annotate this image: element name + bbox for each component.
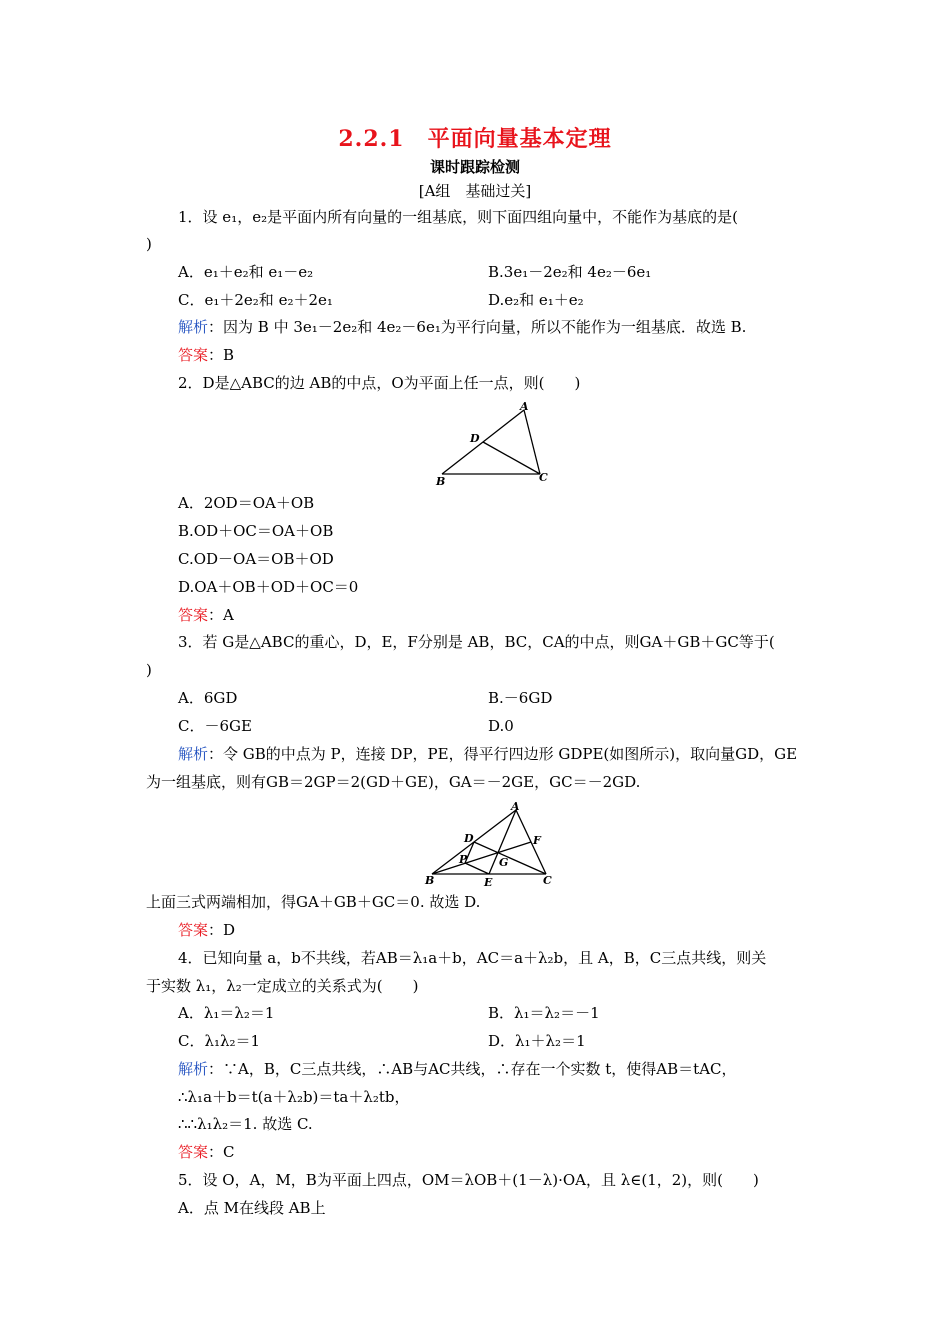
subtitle: 课时跟踪检测 xyxy=(429,158,520,176)
q4-analysis-2: ∴λ₁a＋b＝t(a＋λ₂b)＝ta＋λ₂tb， xyxy=(178,1088,410,1106)
q3-analysis-2: 为一组基底，则有GB＝2GP＝2(GD＋GE)，GA＝－2GE，GC＝－2GD. xyxy=(146,773,641,791)
q1-stem: 1．设 e₁，e₂是平面内所有向量的一组基底，则下面四组向量中，不能作为基底的是( xyxy=(178,208,738,226)
fig-label-f: F xyxy=(533,834,541,847)
q1-option-d: D.e₂和 e₁＋e₂ xyxy=(488,291,584,309)
q4-option-a: A．λ₁＝λ₂＝1 xyxy=(178,1004,275,1022)
q3-analysis-text: ：令 GB的中点为 P，连接 DP，PE，得平行四边形 GDPE(如图所示)，取向量GD，GE xyxy=(208,745,798,763)
q1-option-a: A．e₁＋e₂和 e₁－e₂ xyxy=(178,263,314,281)
fig-label-g: G xyxy=(499,856,509,869)
analysis-label: 解析 xyxy=(178,745,209,763)
median-bf xyxy=(432,842,531,874)
segment-dc xyxy=(483,442,540,474)
q3-answer xyxy=(178,919,235,941)
q3-stem: 3．若 G是△ABC的重心，D，E，F分别是 AB，BC，CA的中点，则GA＋GB＋GC等于( xyxy=(178,633,775,651)
analysis-label: 解析 xyxy=(178,1060,209,1078)
q4-stem-1: 4．已知向量 a，b不共线，若AB＝λ₁a＋b，AC＝a＋λ₂b，且 A，B，C三点共线，则关 xyxy=(178,949,767,967)
q5-option-a: A．点 M在线段 AB上 xyxy=(178,1199,326,1217)
q1-option-b: B.3e₁－2e₂和 4e₂－6e₁ xyxy=(488,263,652,281)
answer-label: 答案 xyxy=(178,606,209,624)
q2-option-c: C.OD－OA＝OB＋OD xyxy=(178,550,334,568)
q3-option-b: B.－6GD xyxy=(488,689,553,707)
q2-answer-value: ：A xyxy=(208,606,234,624)
fig-label-d: D xyxy=(464,832,474,845)
segment-pe xyxy=(465,863,489,874)
q3-answer-value: ：D xyxy=(208,921,236,939)
q4-analysis-text: ：∵A，B，C三点共线，∴AB与AC共线，∴存在一个实数 t，使得AB＝tAC， xyxy=(208,1060,737,1078)
answer-label: 答案 xyxy=(178,921,209,939)
fig-label-c: C xyxy=(539,471,548,484)
q3-option-c: C．－6GE xyxy=(178,717,252,735)
q4-answer xyxy=(178,1141,235,1163)
q4-option-d: D．λ₁＋λ₂＝1 xyxy=(488,1032,586,1050)
q4-answer-value: ：C xyxy=(208,1143,235,1161)
q2-stem: 2．D是△ABC的边 AB的中点，O为平面上任一点，则( ) xyxy=(178,374,581,392)
q2-option-a: A．2OD＝OA＋OB xyxy=(178,494,315,512)
q3-stem-cont: ) xyxy=(146,661,152,679)
q1-analysis-text: ：因为 B 中 3e₁－2e₂和 4e₂－6e₁为平行向量，所以不能作为一组基底．故选 B. xyxy=(208,318,747,336)
q4-analysis-1 xyxy=(178,1058,737,1080)
q3-analysis-3: 上面三式两端相加，得GA＋GB＋GC＝0. 故选 D. xyxy=(146,893,481,911)
group-heading: [A组 基础过关] xyxy=(418,182,532,200)
q4-option-b: B．λ₁＝λ₂＝－1 xyxy=(488,1004,600,1022)
q2-triangle-figure xyxy=(430,398,560,490)
fig-label-d: D xyxy=(470,432,480,445)
q4-stem-2: 于实数 λ₁，λ₂一定成立的关系式为( ) xyxy=(146,977,419,995)
segment-ac xyxy=(524,410,540,474)
fig-label-b: B xyxy=(436,475,446,488)
q4-option-c: C．λ₁λ₂＝1 xyxy=(178,1032,261,1050)
fig-label-e: E xyxy=(484,876,493,889)
q3-analysis-1 xyxy=(178,743,797,765)
q3-centroid-figure xyxy=(422,798,562,890)
fig-label-b: B xyxy=(425,874,435,887)
q3-option-d: D.0 xyxy=(488,717,514,735)
q1-analysis xyxy=(178,316,746,338)
fig-label-p: P xyxy=(459,853,468,866)
q1-answer xyxy=(178,344,234,366)
q1-option-c: C．e₁＋2e₂和 e₂＋2e₁ xyxy=(178,291,333,309)
answer-label: 答案 xyxy=(178,346,209,364)
q3-option-a: A．6GD xyxy=(178,689,238,707)
fig-label-a: A xyxy=(511,800,520,813)
q5-stem: 5．设 O，A，M，B为平面上四点，OM＝λOB＋(1－λ)·OA，且 λ∈(1，2)，则( ) xyxy=(178,1171,759,1189)
fig-label-c: C xyxy=(543,874,552,887)
q1-answer-value: ：B xyxy=(208,346,235,364)
answer-label: 答案 xyxy=(178,1143,209,1161)
q2-option-b: B.OD＋OC＝OA＋OB xyxy=(178,522,334,540)
page-title: 2.2.1 平面向量基本定理 xyxy=(338,126,612,152)
analysis-label: 解析 xyxy=(178,318,209,336)
q2-answer xyxy=(178,604,234,626)
fig-label-a: A xyxy=(520,400,529,413)
q2-option-d: D.OA＋OB＋OD＋OC＝0 xyxy=(178,578,359,596)
q1-stem-cont: ) xyxy=(146,235,152,253)
q4-analysis-3: ∴∴λ₁λ₂＝1. 故选 C. xyxy=(178,1115,313,1133)
